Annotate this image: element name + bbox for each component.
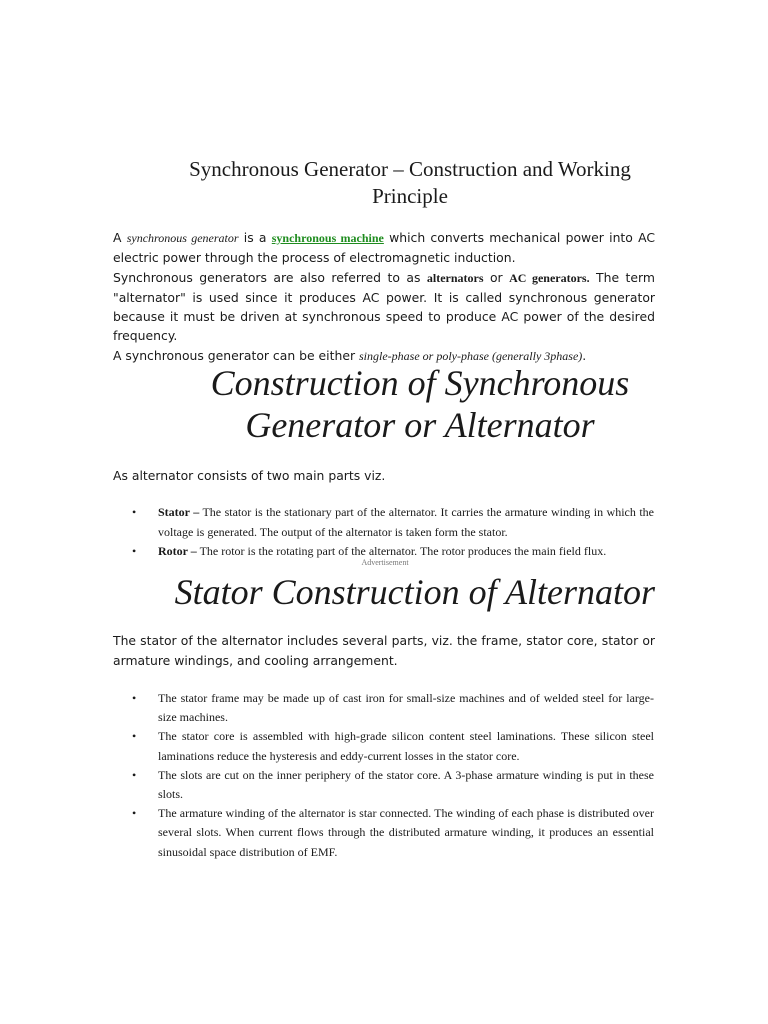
bullet-icon: •: [132, 806, 137, 821]
intro-text: The term "alternator" is used since it produces AC power. It is called synchronous generator because it must be driven at synchronous speed to produce AC power of the desired frequency.: [113, 269, 655, 344]
part-label: Stator –: [158, 505, 200, 519]
page-title: Synchronous Generator – Construction and Working Principle: [189, 157, 631, 208]
stator-point-text: The armature winding of the alternator is star connected. The winding of each phase is distributed over several slots. When current flows through the distributed armature winding, it produces an essential sinusoidal space distribution of EMF.: [158, 806, 654, 859]
alternators-term: alternators: [426, 270, 484, 285]
ac-generators-term: AC generators.: [509, 270, 590, 285]
intro-text: A: [113, 230, 127, 245]
stator-points-list: [113, 689, 654, 862]
stator-point-text: The slots are cut on the inner periphery of the stator core. A 3-phase armature winding is put in these slots.: [158, 767, 654, 802]
bullet-icon: •: [132, 729, 137, 744]
phase-types-term: single-phase or poly-phase (generally 3phase): [359, 348, 583, 363]
list-item: [113, 804, 654, 862]
stator-heading: Stator Construction of Alternator: [174, 572, 655, 612]
bullet-icon: •: [132, 691, 137, 705]
intro-text: Synchronous generators are also referred to as: [113, 269, 427, 285]
bullet-icon: •: [132, 544, 137, 558]
intro-text: which converts mechanical power into AC electric power through the process of electromagnetic induction.: [113, 230, 656, 266]
construction-intro: As alternator consists of two main parts viz.: [113, 468, 386, 483]
list-item: [113, 689, 654, 727]
list-item: [113, 727, 654, 765]
list-item: [113, 766, 654, 804]
construction-heading: Construction of Synchronous Generator or Alternator: [210, 363, 630, 445]
synchronous-machine-link[interactable]: synchronous machine: [271, 231, 384, 245]
synchronous-generator-term: synchronous generator: [126, 231, 239, 245]
stator-point-text: The stator frame may be made up of cast iron for small-size machines and of welded steel for large-size machines.: [158, 691, 654, 725]
list-item: [113, 503, 654, 542]
part-text: The rotor is the rotating part of the alternator. The rotor produces the main field flux.: [196, 544, 607, 558]
stator-point-text: The stator core is assembled with high-grade silicon content steel laminations. These silicon steel laminations reduce the hysteresis and eddy-current losses in the stator core.: [158, 729, 654, 763]
part-label: Rotor –: [158, 544, 197, 558]
bullet-icon: •: [132, 767, 137, 782]
intro-paragraph-2: [113, 268, 655, 346]
intro-paragraph-1: [113, 228, 655, 268]
advertisement-label: Advertisement: [361, 558, 409, 567]
intro-text: is a: [238, 230, 272, 245]
intro-text: or: [483, 269, 510, 285]
intro-section: [113, 228, 655, 366]
intro-text: .: [582, 347, 587, 363]
part-text: The stator is the stationary part of the alternator. It carries the armature winding in which the voltage is generated. The output of the alternator is taken form the stator.: [158, 505, 654, 539]
intro-text: A synchronous generator can be either: [113, 347, 359, 363]
stator-intro: The stator of the alternator includes several parts, viz. the frame, stator core, stator or armature windings, and cooling arrangement.: [113, 633, 655, 668]
bullet-icon: •: [132, 505, 137, 519]
alternator-parts-list: [113, 503, 654, 562]
